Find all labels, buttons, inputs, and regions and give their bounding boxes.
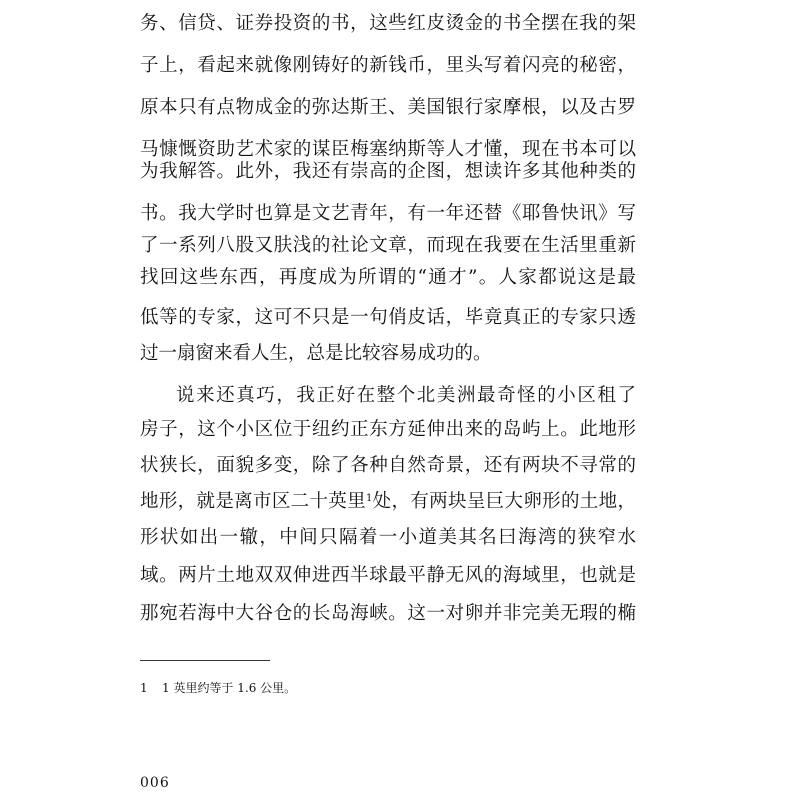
body-text-line: 找回这些东西，再度成为所谓的“通才”。人家都说这是最: [140, 267, 636, 288]
body-text-line: 房子，这个小区位于纽约正东方延伸出来的岛屿上。此地形: [140, 419, 636, 440]
body-text-line: 书。我大学时也算是文艺青年，有一年还替《耶鲁快讯》写: [140, 203, 636, 224]
body-text-line-with-footnote: [140, 490, 636, 514]
body-text-line: 状狭长，面貌多变，除了各种自然奇景，还有两块不寻常的: [140, 455, 636, 476]
footnote-text: 1 英里约等于 1.6 公里。: [162, 681, 297, 695]
footnote: [140, 680, 296, 696]
body-text-line: 马慷慨资助艺术家的谋臣梅塞纳斯等人才懂，现在书本可以: [140, 139, 636, 160]
body-text-line: 那宛若海中大谷仓的长岛海峡。这一对卵并非完美无瑕的椭: [140, 603, 636, 624]
footnote-divider: [140, 660, 270, 661]
body-text-segment: 地形，就是离市区二十英里: [140, 491, 366, 512]
body-text-line: 子上，看起来就像刚铸好的新钱币，里头写着闪亮的秘密，: [140, 55, 636, 76]
body-text-line: 过一扇窗来看人生，总是比较容易成功的。: [140, 343, 492, 364]
page-number: 006: [140, 775, 170, 791]
body-text-line: 为我解答。此外，我还有崇高的企图，想读许多其他种类的: [140, 161, 636, 182]
body-text-line: 务、信贷、证券投资的书，这些红皮烫金的书全摆在我的架: [140, 13, 636, 34]
body-text-line: 低等的专家，这可不只是一句俏皮话，毕竟真正的专家只透: [140, 307, 636, 328]
footnote-marker[interactable]: 1: [365, 493, 373, 504]
body-text-line: 域。两片土地双双伸进西半球最平静无风的海域里，也就是: [140, 565, 636, 586]
body-text-line: 了一系列八股又肤浅的社论文章，而现在我要在生活里重新: [140, 235, 636, 256]
body-text-line: 原本只有点物成金的弥达斯王、美国银行家摩根，以及古罗: [140, 97, 636, 118]
body-text-line: 形状如出一辙，中间只隔着一小道美其名曰海湾的狭窄水: [140, 527, 636, 548]
paragraph-first-line: 说来还真巧，我正好在整个北美洲最奇怪的小区租了: [176, 385, 636, 406]
body-text-segment: 处，有两块呈巨大卵形的土地，: [372, 491, 636, 512]
footnote-number: 1: [140, 681, 148, 695]
